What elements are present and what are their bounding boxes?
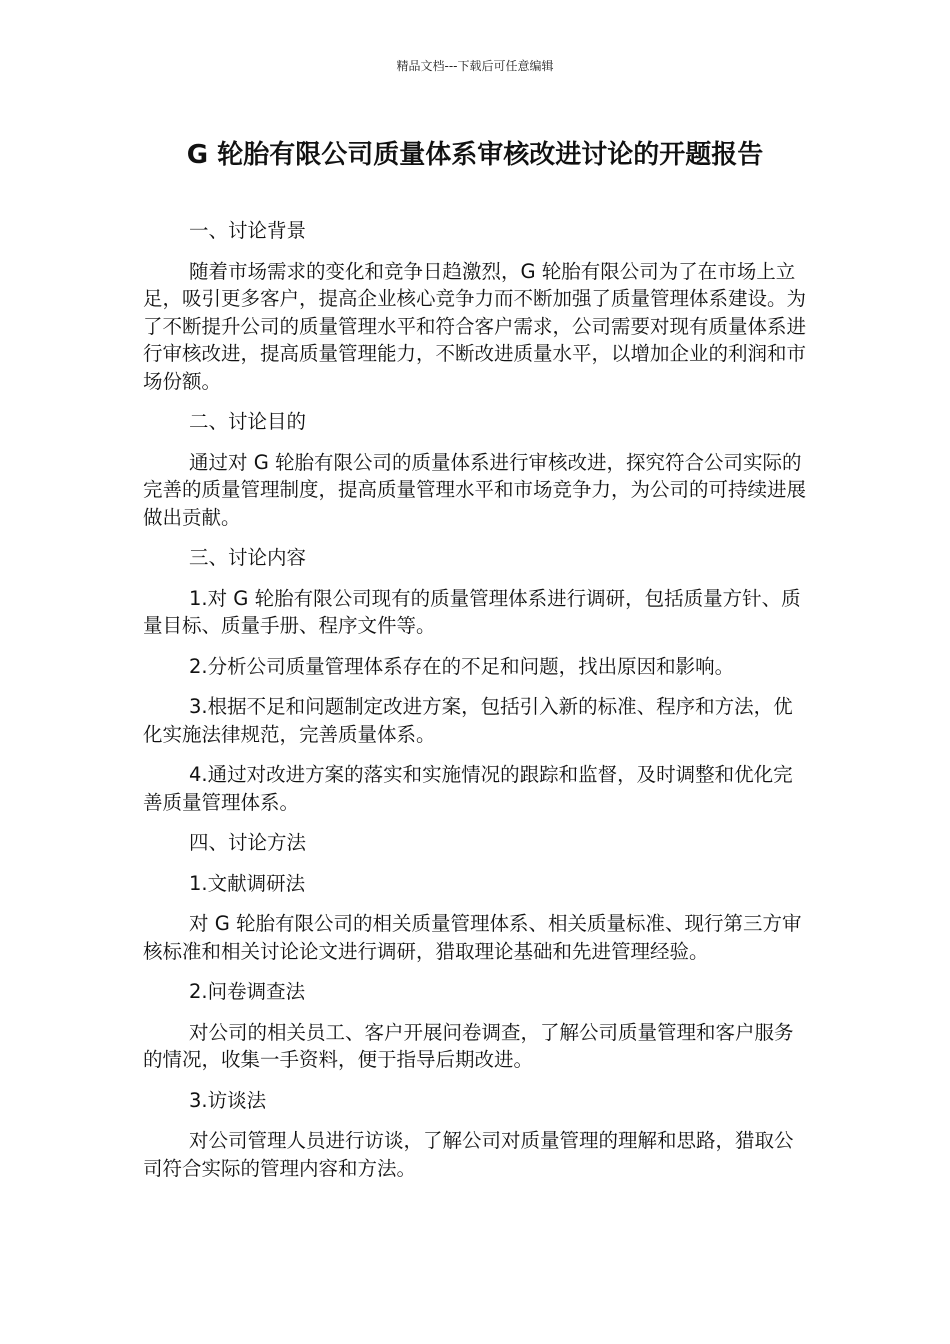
content-item-4: 4.通过对改进方案的落实和实施情况的跟踪和监督，及时调整和优化完善质量管理体系。 (143, 763, 793, 814)
method-heading-questionnaire: 2.问卷调查法 (189, 980, 306, 1003)
section-heading-methods: 四、讨论方法 (189, 831, 307, 854)
method-text-interview: 对公司管理人员进行访谈，了解公司对质量管理的理解和思路，猎取公司符合实际的管理内容和方法。 (143, 1129, 794, 1180)
method-text-literature: 对 G 轮胎有限公司的相关质量管理体系、相关质量标准、现行第三方审核标准和相关讨论论文进行调研，猎取理论基础和先进管理经验。 (143, 912, 802, 963)
document-title: G 轮胎有限公司质量体系审核改进讨论的开题报告 (186, 140, 764, 170)
method-heading-literature: 1.文献调研法 (189, 871, 306, 895)
section-heading-content: 三、讨论内容 (189, 546, 307, 569)
section-heading-background: 一、讨论背景 (189, 219, 307, 242)
paragraph-background: 随着市场需求的变化和竞争日趋激烈，G 轮胎有限公司为了在市场上立足，吸引更多客户，提高企业核心竞争力而不断加强了质量管理体系建设。为了不断提升公司的质量管理水平和符合客户需求，公司需要对现有质量体系进行审核改进，提高质量管理能力，不断改进质量水平，以增加企业的利润和市场份额。 (143, 259, 807, 393)
document-body (143, 217, 807, 1195)
content-item-2: 2.分析公司质量管理体系存在的不足和问题，找出原因和影响。 (189, 654, 735, 678)
method-heading-interview: 3.访谈法 (189, 1088, 267, 1112)
header-note: 精品文档---下载后可任意编辑 (396, 59, 554, 73)
content-item-1: 1.对 G 轮胎有限公司现有的质量管理体系进行调研，包括质量方针、质量目标、质量手册、程序文件等。 (143, 586, 801, 637)
method-text-questionnaire: 对公司的相关员工、客户开展问卷调查，了解公司质量管理和客户服务的情况，收集一手资料，便于指导后期改进。 (143, 1020, 794, 1071)
paragraph-purpose: 通过对 G 轮胎有限公司的质量体系进行审核改进，探究符合公司实际的完善的质量管理制度，提高质量管理水平和市场竞争力，为公司的可持续进展做出贡献。 (143, 450, 807, 529)
content-item-3: 3.根据不足和问题制定改进方案，包括引入新的标准、程序和方法，优化实施法律规范，完善质量体系。 (143, 695, 793, 746)
section-heading-purpose: 二、讨论目的 (189, 410, 307, 433)
